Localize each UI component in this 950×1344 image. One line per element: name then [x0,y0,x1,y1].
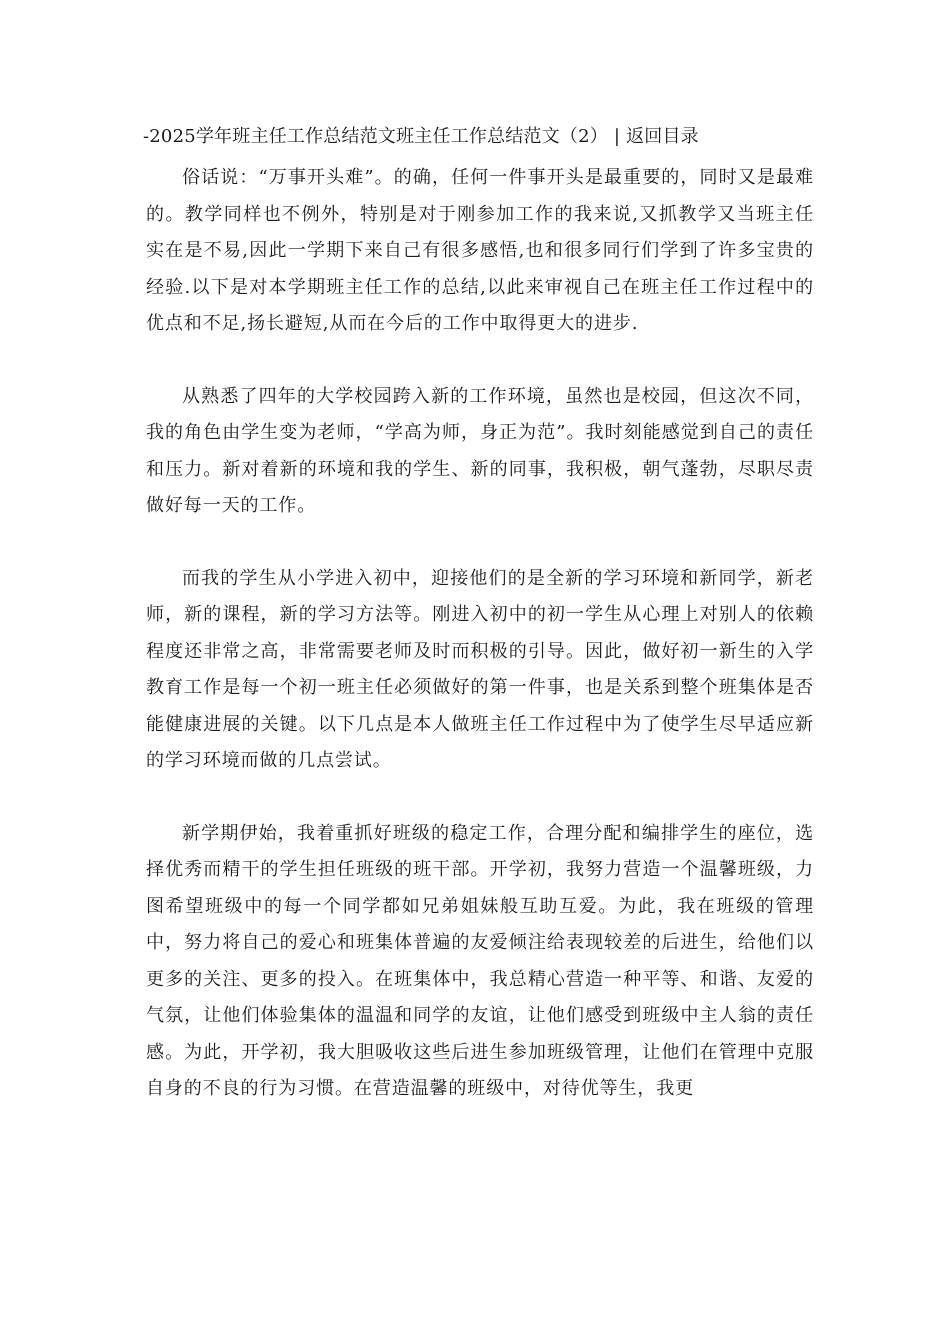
document-body [146,160,814,1108]
document-heading [143,124,823,150]
heading-separator: | [613,126,621,147]
paragraph-4: 新学期伊始，我着重抓好班级的稳定工作，合理分配和编排学生的座位，选择优秀而精干的学生担任班级的班干部。开学初，我努力营造一个温馨班级，力图希望班级中的每一个同学都如兄弟姐妹般互助互爱。为此，我在班级的管理中，努力将自己的爱心和班集体普遍的友爱倾注给表现较差的后进生，给他们以更多的关注、更多的投入。在班集体中，我总精心营造一种平等、和谐、友爱的气氛，让他们体验集体的温温和同学的友谊，让他们感受到班级中主人翁的责任感。为此，开学初，我大胆吸收这些后进生参加班级管理，让他们在管理中克服自身的不良的行为习惯。在营造温馨的班级中，对待优等生，我更 [146,822,814,1099]
paragraph-2: 从熟悉了四年的大学校园跨入新的工作环境，虽然也是校园，但这次不同，我的角色由学生变为老师，“学高为师，身正为范”。我时刻能感觉到自己的责任和压力。新对着新的环境和我的学生、新的同事，我积极，朝气蓬勃，尽职尽责做好每一天的工作。 [146,385,814,516]
back-to-contents-link[interactable]: 返回目录 [626,126,699,147]
heading-title: -2025学年班主任工作总结范文班主任工作总结范文（2） [143,126,608,147]
paragraph-1: 俗话说：“万事开头难”。的确，任何一件事开头是最重要的，同时又是最难的。教学同样也不例外，特别是对于刚参加工作的我来说,又抓教学又当班主任实在是不易,因此一学期下来自己有很多感悟,也和很多同行们学到了许多宝贵的经验.以下是对本学期班主任工作的总结,以此来审视自己在班主任工作过程中的优点和不足,扬长避短,从而在今后的工作中取得更大的进步. [146,167,814,334]
paragraph-3: 而我的学生从小学进入初中，迎接他们的是全新的学习环境和新同学，新老师，新的课程，新的学习方法等。刚进入初中的初一学生从心理上对别人的依赖程度还非常之高，非常需要老师及时而积极的引导。因此，做好初一新生的入学教育工作是每一个初一班主任必须做好的第一件事，也是关系到整个班集体是否能健康进展的关键。以下几点是本人做班主任工作过程中为了使学生尽早适应新的学习环境而做的几点尝试。 [146,567,814,771]
